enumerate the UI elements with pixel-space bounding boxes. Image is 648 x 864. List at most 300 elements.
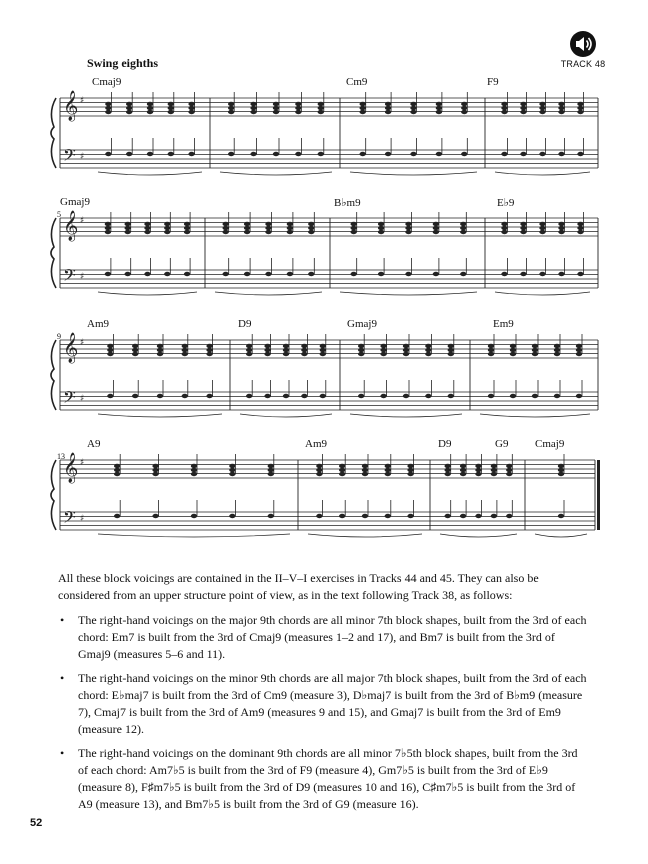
note-head bbox=[378, 226, 384, 230]
note-head bbox=[206, 344, 212, 348]
note-head bbox=[132, 352, 138, 356]
note-head bbox=[223, 230, 229, 234]
note-head bbox=[510, 348, 516, 352]
note-head bbox=[244, 230, 250, 234]
chord-symbol: Cmaj9 bbox=[535, 438, 565, 450]
note-head bbox=[532, 344, 538, 348]
grand-staff bbox=[0, 192, 648, 312]
note-head bbox=[488, 344, 494, 348]
note-head bbox=[558, 106, 564, 110]
note-head bbox=[152, 472, 158, 476]
note-head bbox=[539, 106, 545, 110]
note-head bbox=[577, 106, 583, 110]
note-head bbox=[320, 394, 326, 398]
note-head bbox=[532, 394, 538, 398]
note-head bbox=[491, 514, 497, 518]
note-head bbox=[295, 106, 301, 110]
note-head bbox=[184, 272, 190, 276]
bullet-item: • The right-hand voicings on the minor 9th chords are all major 7th block shapes, built from the 3rd of each chord: E♭maj7 is built from the 3rd of Cm9 (measure 3), D♭maj7 is built from the 3rd of B♭m9 (measure 7), Cmaj7 is built from the 3rd of Am9 (measures 9 and 15), and Gmaj7 is built from the 3rd of Em9 (measure 12). bbox=[58, 670, 588, 738]
note-head bbox=[510, 394, 516, 398]
note-head bbox=[229, 464, 235, 468]
note-head bbox=[539, 222, 545, 226]
note-head bbox=[147, 102, 153, 106]
note-head bbox=[229, 514, 235, 518]
note-head bbox=[403, 348, 409, 352]
tie bbox=[535, 534, 587, 537]
measure-number: 9 bbox=[57, 332, 61, 341]
note-head bbox=[461, 110, 467, 114]
note-head bbox=[308, 272, 314, 276]
note-head bbox=[157, 394, 163, 398]
note-head bbox=[576, 394, 582, 398]
brace bbox=[51, 98, 56, 168]
chord-symbol: Gmaj9 bbox=[60, 196, 90, 208]
chord-symbol: Em9 bbox=[493, 318, 514, 330]
note-head bbox=[403, 352, 409, 356]
brace bbox=[51, 218, 56, 288]
note-head bbox=[107, 352, 113, 356]
note-head bbox=[264, 348, 270, 352]
tie bbox=[220, 172, 332, 175]
note-head bbox=[246, 348, 252, 352]
note-head bbox=[558, 464, 564, 468]
note-head bbox=[360, 102, 366, 106]
note-head bbox=[250, 110, 256, 114]
note-head bbox=[107, 394, 113, 398]
grand-staff bbox=[0, 72, 648, 192]
note-head bbox=[339, 472, 345, 476]
note-head bbox=[425, 394, 431, 398]
note-head bbox=[114, 472, 120, 476]
note-head bbox=[358, 352, 364, 356]
note-head bbox=[295, 152, 301, 156]
music-system bbox=[0, 72, 648, 192]
sharp-sign: ♯ bbox=[80, 96, 85, 106]
note-head bbox=[107, 344, 113, 348]
note-head bbox=[308, 222, 314, 226]
note-head bbox=[360, 110, 366, 114]
note-head bbox=[425, 352, 431, 356]
note-head bbox=[558, 472, 564, 476]
tie bbox=[495, 172, 590, 175]
note-head bbox=[385, 514, 391, 518]
brace bbox=[51, 460, 56, 530]
note-head bbox=[105, 102, 111, 106]
note-head bbox=[229, 472, 235, 476]
note-head bbox=[358, 394, 364, 398]
note-head bbox=[491, 464, 497, 468]
note-head bbox=[250, 152, 256, 156]
note-head bbox=[125, 222, 131, 226]
note-head bbox=[287, 226, 293, 230]
note-head bbox=[576, 344, 582, 348]
sharp-sign: ♯ bbox=[80, 458, 85, 468]
note-head bbox=[114, 464, 120, 468]
note-head bbox=[520, 222, 526, 226]
note-head bbox=[532, 352, 538, 356]
note-head bbox=[144, 222, 150, 226]
note-head bbox=[114, 514, 120, 518]
note-head bbox=[520, 272, 526, 276]
note-head bbox=[105, 152, 111, 156]
note-head bbox=[268, 468, 274, 472]
note-head bbox=[244, 226, 250, 230]
tie bbox=[495, 292, 590, 295]
note-head bbox=[360, 106, 366, 110]
note-head bbox=[223, 222, 229, 226]
note-head bbox=[287, 230, 293, 234]
music-system bbox=[0, 314, 648, 434]
note-head bbox=[182, 394, 188, 398]
note-head bbox=[229, 468, 235, 472]
note-head bbox=[228, 106, 234, 110]
bullet-item: • The right-hand voicings on the major 9th chords are all minor 7th block shapes, built from the 3rd of each chord: Em7 is built from the 3rd of Cmaj9 (measures 1–2 and 17), and Bm7 is built from the 3rd of Gmaj9 (measures 5–6 and 11). bbox=[58, 612, 588, 663]
note-head bbox=[318, 152, 324, 156]
bullet-list bbox=[58, 612, 588, 813]
note-head bbox=[126, 152, 132, 156]
note-head bbox=[405, 272, 411, 276]
chord-symbol: Gmaj9 bbox=[347, 318, 377, 330]
note-head bbox=[182, 348, 188, 352]
note-head bbox=[223, 226, 229, 230]
note-head bbox=[168, 106, 174, 110]
chord-symbol: D9 bbox=[238, 318, 252, 330]
sharp-sign: ♯ bbox=[80, 514, 85, 524]
note-head bbox=[554, 348, 560, 352]
note-head bbox=[460, 226, 466, 230]
note-head bbox=[358, 344, 364, 348]
note-head bbox=[308, 226, 314, 230]
note-head bbox=[378, 272, 384, 276]
note-head bbox=[501, 272, 507, 276]
note-head bbox=[188, 152, 194, 156]
track-badge[interactable] bbox=[548, 30, 618, 69]
note-head bbox=[558, 230, 564, 234]
note-head bbox=[577, 226, 583, 230]
note-head bbox=[168, 110, 174, 114]
note-head bbox=[436, 102, 442, 106]
brace bbox=[51, 340, 56, 410]
grand-staff bbox=[0, 434, 648, 560]
note-head bbox=[433, 226, 439, 230]
chord-symbol: F9 bbox=[487, 76, 499, 88]
note-head bbox=[385, 472, 391, 476]
note-head bbox=[448, 394, 454, 398]
note-head bbox=[316, 468, 322, 472]
note-head bbox=[539, 226, 545, 230]
note-head bbox=[410, 106, 416, 110]
note-head bbox=[360, 152, 366, 156]
note-head bbox=[410, 110, 416, 114]
note-head bbox=[287, 272, 293, 276]
note-head bbox=[554, 344, 560, 348]
note-head bbox=[107, 348, 113, 352]
note-head bbox=[351, 272, 357, 276]
final-barline bbox=[597, 460, 600, 530]
note-head bbox=[460, 514, 466, 518]
note-head bbox=[268, 472, 274, 476]
note-head bbox=[132, 348, 138, 352]
note-head bbox=[558, 514, 564, 518]
note-head bbox=[407, 464, 413, 468]
note-head bbox=[105, 230, 111, 234]
sharp-sign: ♯ bbox=[80, 394, 85, 404]
tie bbox=[98, 534, 290, 537]
chord-symbol: Cm9 bbox=[346, 76, 368, 88]
note-head bbox=[558, 222, 564, 226]
note-head bbox=[475, 468, 481, 472]
note-head bbox=[362, 464, 368, 468]
note-head bbox=[320, 348, 326, 352]
note-head bbox=[318, 102, 324, 106]
note-head bbox=[147, 106, 153, 110]
note-head bbox=[301, 344, 307, 348]
note-head bbox=[126, 102, 132, 106]
tie bbox=[480, 414, 590, 417]
note-head bbox=[283, 352, 289, 356]
music-system bbox=[0, 192, 648, 312]
note-head bbox=[105, 222, 111, 226]
note-head bbox=[114, 468, 120, 472]
note-head bbox=[191, 472, 197, 476]
note-head bbox=[461, 106, 467, 110]
note-head bbox=[475, 472, 481, 476]
note-head bbox=[510, 344, 516, 348]
note-head bbox=[144, 230, 150, 234]
note-head bbox=[385, 464, 391, 468]
note-head bbox=[433, 272, 439, 276]
note-head bbox=[433, 222, 439, 226]
note-head bbox=[425, 344, 431, 348]
note-head bbox=[445, 514, 451, 518]
sharp-sign: ♯ bbox=[80, 272, 85, 282]
note-head bbox=[506, 468, 512, 472]
note-head bbox=[244, 222, 250, 226]
chord-symbol: Am9 bbox=[305, 438, 327, 450]
chord-symbol: Am9 bbox=[87, 318, 109, 330]
note-head bbox=[407, 468, 413, 472]
note-head bbox=[126, 110, 132, 114]
note-head bbox=[273, 102, 279, 106]
note-head bbox=[168, 152, 174, 156]
note-head bbox=[385, 468, 391, 472]
note-head bbox=[283, 344, 289, 348]
note-head bbox=[164, 272, 170, 276]
note-head bbox=[403, 394, 409, 398]
note-head bbox=[339, 464, 345, 468]
speaker-icon bbox=[569, 30, 597, 58]
tie bbox=[215, 292, 322, 295]
note-head bbox=[506, 464, 512, 468]
note-head bbox=[460, 472, 466, 476]
note-head bbox=[385, 110, 391, 114]
treble-clef: 𝄞 bbox=[63, 211, 79, 241]
note-head bbox=[144, 272, 150, 276]
note-head bbox=[295, 102, 301, 106]
note-head bbox=[539, 152, 545, 156]
note-head bbox=[265, 226, 271, 230]
note-head bbox=[246, 394, 252, 398]
note-head bbox=[301, 348, 307, 352]
chord-symbol: B♭m9 bbox=[334, 197, 361, 209]
bass-clef: 𝄢 bbox=[63, 507, 76, 531]
note-head bbox=[510, 352, 516, 356]
note-head bbox=[182, 344, 188, 348]
note-head bbox=[308, 230, 314, 234]
note-head bbox=[520, 230, 526, 234]
note-head bbox=[461, 102, 467, 106]
note-head bbox=[188, 102, 194, 106]
note-head bbox=[184, 230, 190, 234]
note-head bbox=[448, 352, 454, 356]
note-head bbox=[157, 348, 163, 352]
note-head bbox=[184, 226, 190, 230]
note-head bbox=[445, 468, 451, 472]
note-head bbox=[264, 394, 270, 398]
note-head bbox=[410, 102, 416, 106]
note-head bbox=[436, 106, 442, 110]
tie bbox=[440, 534, 517, 537]
treble-clef: 𝄞 bbox=[63, 453, 79, 483]
note-head bbox=[539, 102, 545, 106]
note-head bbox=[385, 102, 391, 106]
note-head bbox=[362, 514, 368, 518]
note-head bbox=[246, 352, 252, 356]
note-head bbox=[168, 102, 174, 106]
note-head bbox=[188, 110, 194, 114]
note-head bbox=[380, 344, 386, 348]
note-head bbox=[152, 464, 158, 468]
note-head bbox=[223, 272, 229, 276]
body-text bbox=[58, 570, 588, 820]
note-head bbox=[554, 394, 560, 398]
note-head bbox=[460, 230, 466, 234]
note-head bbox=[351, 230, 357, 234]
note-head bbox=[164, 230, 170, 234]
chord-symbol: G9 bbox=[495, 438, 509, 450]
note-head bbox=[320, 344, 326, 348]
note-head bbox=[558, 226, 564, 230]
tie bbox=[98, 414, 222, 417]
note-head bbox=[554, 352, 560, 356]
note-head bbox=[295, 110, 301, 114]
note-head bbox=[273, 106, 279, 110]
note-head bbox=[228, 110, 234, 114]
note-head bbox=[316, 514, 322, 518]
note-head bbox=[461, 152, 467, 156]
note-head bbox=[577, 102, 583, 106]
note-head bbox=[380, 394, 386, 398]
note-head bbox=[132, 344, 138, 348]
note-head bbox=[520, 102, 526, 106]
note-head bbox=[407, 514, 413, 518]
chord-symbol: A9 bbox=[87, 438, 101, 450]
note-head bbox=[532, 348, 538, 352]
note-head bbox=[265, 222, 271, 226]
note-head bbox=[105, 106, 111, 110]
note-head bbox=[378, 222, 384, 226]
note-head bbox=[105, 226, 111, 230]
note-head bbox=[164, 222, 170, 226]
note-head bbox=[436, 152, 442, 156]
tie bbox=[98, 172, 202, 175]
note-head bbox=[445, 464, 451, 468]
note-head bbox=[362, 472, 368, 476]
note-head bbox=[460, 464, 466, 468]
note-head bbox=[405, 230, 411, 234]
tie bbox=[240, 414, 332, 417]
note-head bbox=[157, 344, 163, 348]
note-head bbox=[287, 222, 293, 226]
note-head bbox=[301, 352, 307, 356]
note-head bbox=[264, 344, 270, 348]
note-head bbox=[501, 106, 507, 110]
note-head bbox=[425, 348, 431, 352]
measure-number: 13 bbox=[57, 452, 65, 461]
note-head bbox=[539, 272, 545, 276]
note-head bbox=[283, 394, 289, 398]
note-head bbox=[152, 514, 158, 518]
bass-clef: 𝄢 bbox=[63, 265, 76, 289]
note-head bbox=[460, 272, 466, 276]
note-head bbox=[246, 344, 252, 348]
note-head bbox=[445, 472, 451, 476]
note-head bbox=[539, 230, 545, 234]
note-head bbox=[403, 344, 409, 348]
note-head bbox=[125, 272, 131, 276]
tie bbox=[308, 534, 422, 537]
note-head bbox=[576, 348, 582, 352]
note-head bbox=[206, 352, 212, 356]
note-head bbox=[268, 464, 274, 468]
note-head bbox=[265, 272, 271, 276]
note-head bbox=[182, 352, 188, 356]
note-head bbox=[475, 514, 481, 518]
note-head bbox=[206, 348, 212, 352]
note-head bbox=[268, 514, 274, 518]
note-head bbox=[339, 514, 345, 518]
note-head bbox=[577, 110, 583, 114]
note-head bbox=[318, 110, 324, 114]
note-head bbox=[273, 110, 279, 114]
note-head bbox=[358, 348, 364, 352]
note-head bbox=[488, 352, 494, 356]
note-head bbox=[506, 514, 512, 518]
note-head bbox=[191, 468, 197, 472]
note-head bbox=[188, 106, 194, 110]
note-head bbox=[558, 272, 564, 276]
note-head bbox=[126, 106, 132, 110]
bullet-item: • The right-hand voicings on the dominant 9th chords are all minor 7♭5th block shapes, built from the 3rd of each chord: Am7♭5 is built from the 3rd of F9 (measure 4), Gm7♭5 is built from the 3rd of E♭9 (measure 8), F♯m7♭5 is built from the 3rd of D9 (measures 10 and 16), C♯m7♭5 is built from the 3rd of A9 (measure 13), and Bm7♭5 is built from the 3rd of G9 (measure 16). bbox=[58, 745, 588, 813]
note-head bbox=[448, 344, 454, 348]
tie bbox=[98, 292, 197, 295]
note-head bbox=[273, 152, 279, 156]
note-head bbox=[433, 230, 439, 234]
sharp-sign: ♯ bbox=[80, 216, 85, 226]
sharp-sign: ♯ bbox=[80, 338, 85, 348]
note-head bbox=[558, 102, 564, 106]
page-number: 52 bbox=[30, 817, 43, 829]
note-head bbox=[410, 152, 416, 156]
note-head bbox=[206, 394, 212, 398]
chord-symbol: D9 bbox=[438, 438, 452, 450]
note-head bbox=[152, 468, 158, 472]
note-head bbox=[488, 348, 494, 352]
note-head bbox=[405, 222, 411, 226]
note-head bbox=[351, 226, 357, 230]
tie bbox=[350, 172, 477, 175]
note-head bbox=[301, 394, 307, 398]
